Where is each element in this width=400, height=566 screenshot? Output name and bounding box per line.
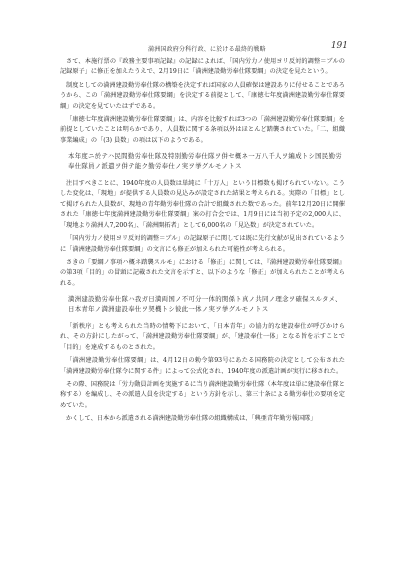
paragraph: 注目すべきことに、1940年度の人員数は単純に「十万人」という目標数も掲げられていない。こうした変化は、「現地」が提供する人員数の見込みが設定された結果と考えられる。実際の「目標」として掲げられた人員数が、現地の青年勤労奉仕隊の合計で組織された数であった。前年12月20日に開催された「康徳七年度満洲建設勤労奉仕隊要綱」案の打合会では、1月9日には当初予定の2,000人に、「現地より満洲人7,200名」、「満洲開拓者」として6,000名の「見込数」が決定されていた。 — [60, 180, 345, 229]
paragraph: 「康徳七年度満洲建設勤労奉仕隊要綱」は、内容を比較すれば3つの「満洲建設勤労奉仕隊要綱」を前提としていたことは明らかであり、人員数に関する条項以外はほとんど踏襲されていた。「二、組織事業編成」の「(3) 員数」の項は以下のようである。 — [60, 116, 345, 144]
paragraph: 「国内労力ノ使用ヨリ反対的調整＝ブル」の記録原子に関しては既に先行文献が見出されているように「満洲建設勤労奉仕隊要綱」の文言にも修正が加えられた可能性が考えられる。 — [60, 235, 345, 253]
block-quote: 本年度ニ於テハ民間勤労奉仕隊及特別勤労奉仕隊ヲ併セ概ネ一万八千人ヲ編成トシ国民勤労奉仕隊員ノ派遣ヲ併テ能ク勤労奉仕ノ実ヲ挙グルモノトス — [68, 152, 342, 170]
paragraph: 制度としての満洲建設勤労奉仕隊の構築を決定すれば国家の人員確保は建設ありに付せることであろうから、この「満洲建設勤労奉仕隊要綱」を決定する前提として、「康徳七年度満洲建設勤労奉仕隊要綱」の決定を見ていたはずである。 — [60, 81, 345, 110]
paragraph: さて、本施行票の『政務主要事項記録』の記録によれば、「国内労力ノ使用ヨリ反対的調整＝ブルの記録原子」に修正を加えたうえで、2月19日に「満洲建設勤労奉仕隊要綱」の決定を見たという。 — [60, 58, 345, 76]
paragraph: 「満洲建設勤労奉仕隊要綱」は、4月12日の勅令第93号にあたる国務院の決定として公布された「満洲建設勤労奉仕隊令に関する件」によって公式化され、1940年度の派遣計画が実行に移された。 — [60, 357, 345, 375]
paragraph: かくして、日本から派遣される満洲建設勤労奉仕隊の組織構成は、「興亜青年勤労報国隊」 — [66, 415, 317, 423]
body-text — [60, 57, 345, 428]
paragraph: 「新秩序」とも考えられた当時の情勢下において、「日本青年」の協力的な建設奉仕が呼びかけられ、その方針にしたがって、「満洲建設勤労奉仕隊要綱」が、「建設奉仕一体」となる旨を示すことで「目的」を達成するものとされた。 — [60, 322, 345, 351]
block-quote: 満洲建設勤労奉仕隊ハ我ガ日満両国ノ不可分一体的関係ト真ノ共同ノ理念ヲ確保スルタメ、日本青年ノ満洲建設奉仕ヲ契機トシ彼此一体ノ実ヲ挙グルモノトス — [68, 295, 342, 313]
paragraph: その際、国務院は「労力動員計画を実施するに当り満洲建設勤労奉仕隊（本年度は単に建設奉仕隊と称する）を編成し、その派遣人員を決定する」という方針を示し、第三十条による勤労奉仕の要項を定めていた。 — [60, 380, 345, 409]
running-head: 満洲国政府分科行政、に於ける最終的戦略 — [148, 46, 266, 53]
page-number: 191 — [330, 41, 348, 51]
paragraph: さきの「要綱ノ事項ハ概ネ踏襲スルモ」における「修正」に関しては、『満洲建設勤労奉仕隊要綱』の第3項「目的」の冒頭に記載された文言を示すと、以下のような「修正」が加えられたことが考えられる。 — [60, 258, 345, 287]
